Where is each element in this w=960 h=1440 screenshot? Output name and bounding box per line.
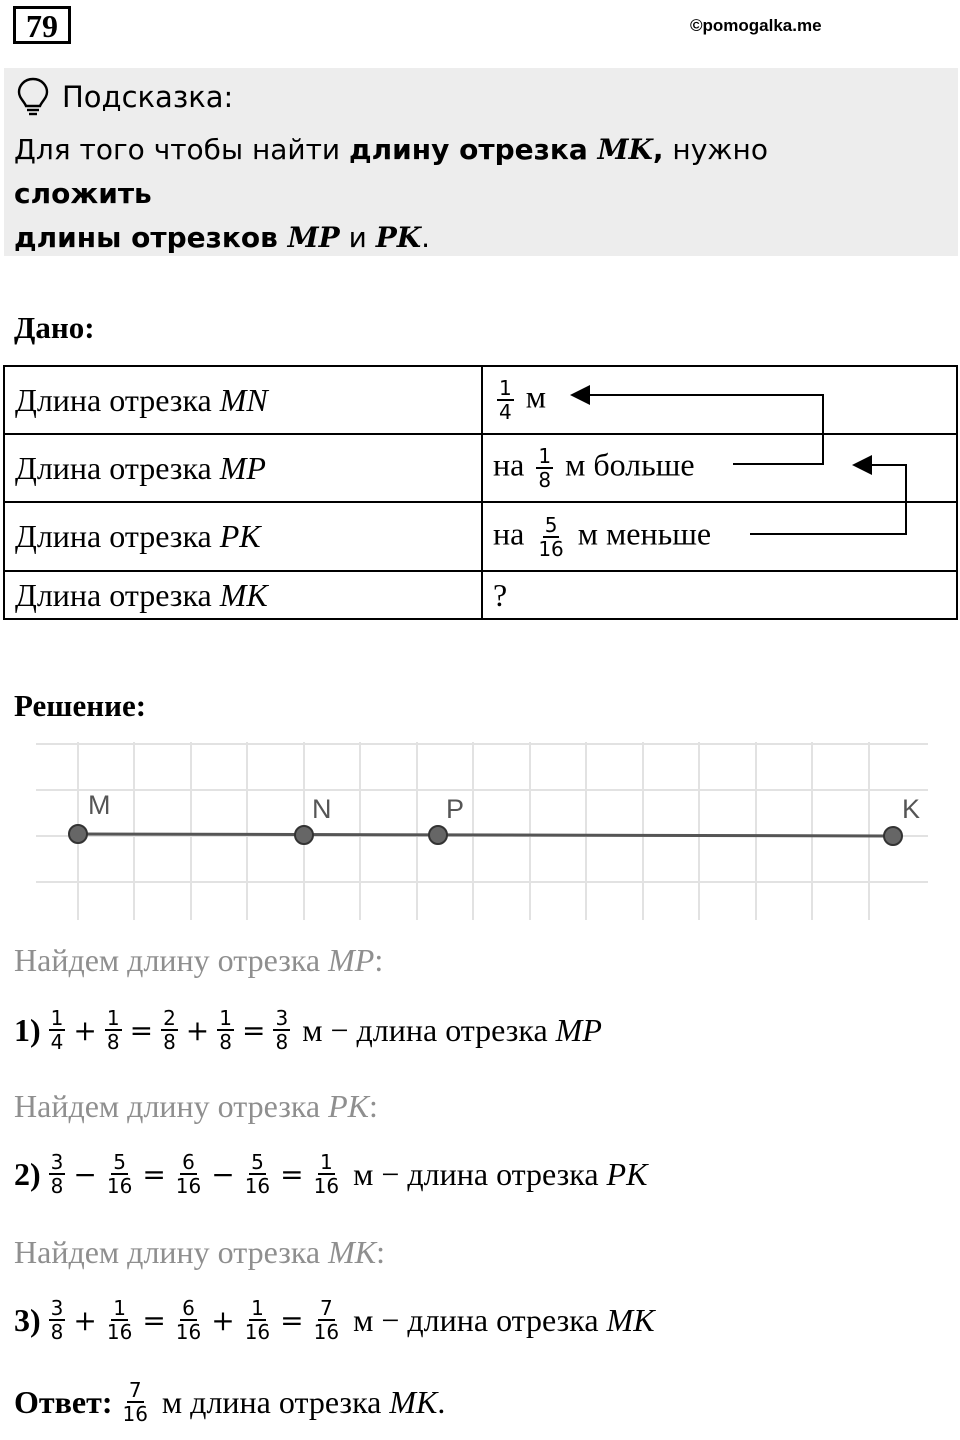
point-p — [429, 826, 447, 844]
label-k: K — [902, 794, 921, 824]
arrow-mp-to-mn — [572, 395, 823, 464]
grid — [36, 742, 928, 920]
row-value: на $\frac{1}{8}$ м больше — [482, 434, 957, 502]
fraction: $\frac{5}{16}$ — [538, 512, 564, 561]
label-n: N — [312, 794, 332, 824]
step-1-caption: Найдем длину отрезка MP: — [14, 942, 384, 978]
point-n — [295, 826, 313, 844]
problem-number: 79 — [13, 6, 71, 44]
segment-diagram — [36, 742, 928, 920]
copyright: ©pomogalka.me — [690, 16, 822, 35]
segment-mk — [78, 834, 893, 836]
row-label: Длина отрезка MK — [4, 571, 482, 619]
fraction: $\frac{1}{4}$ — [499, 376, 512, 424]
row-label: Длина отрезка MP — [4, 434, 482, 502]
fraction: $\frac{7}{16}$ — [122, 1378, 148, 1426]
relation-arrows — [560, 380, 920, 550]
arrow-pk-to-mp — [750, 465, 906, 534]
table-row — [4, 571, 957, 619]
lightbulb-icon — [16, 76, 50, 118]
row-value: $\frac{1}{4}$ м — [482, 366, 957, 434]
row-label: Длина отрезка PK — [4, 502, 482, 571]
row-label: Длина отрезка MN — [4, 366, 482, 434]
given-title: Дано: — [14, 310, 95, 345]
step-1-equation: 1) $\frac{1}{4}$ + $\frac{1}{8}$ = $\frac{2}{8}$ + $\frac{1}{8}$ = $\frac{3}{8}$ м − длина отрезка MP — [14, 1006, 602, 1054]
solution-title: Решение: — [14, 688, 147, 723]
hint-text: Для того чтобы найти длину отрезка MK, нужно сложить длины отрезков MP и PK. — [14, 133, 768, 254]
answer: Ответ: $\frac{7}{16}$ м длина отрезка MK . — [14, 1378, 446, 1426]
label-m: M — [88, 790, 111, 820]
point-k — [884, 827, 902, 845]
hint-title: Подсказка: — [62, 80, 234, 114]
label-p: P — [446, 794, 465, 824]
step-2-caption: Найдем длину отрезка PK: — [14, 1088, 378, 1124]
row-value: на $\frac{5}{16}$ м меньше — [482, 502, 957, 571]
step-3-caption: Найдем длину отрезка MK: — [14, 1234, 386, 1270]
row-value: ? — [482, 571, 957, 619]
step-3-equation: 3) $\frac{3}{8}$ + $\frac{1}{16}$ = $\frac{6}{16}$ + $\frac{1}{16}$ = $\frac{7}{16}$ м − длина отрезка MK — [14, 1296, 655, 1344]
fraction: $\frac{1}{8}$ — [538, 444, 552, 492]
point-m — [69, 825, 87, 843]
step-2-equation: 2) $\frac{3}{8}$ − $\frac{5}{16}$ = $\frac{6}{16}$ − $\frac{5}{16}$ = $\frac{1}{16}$ м − длина отрезка PK — [14, 1150, 648, 1198]
